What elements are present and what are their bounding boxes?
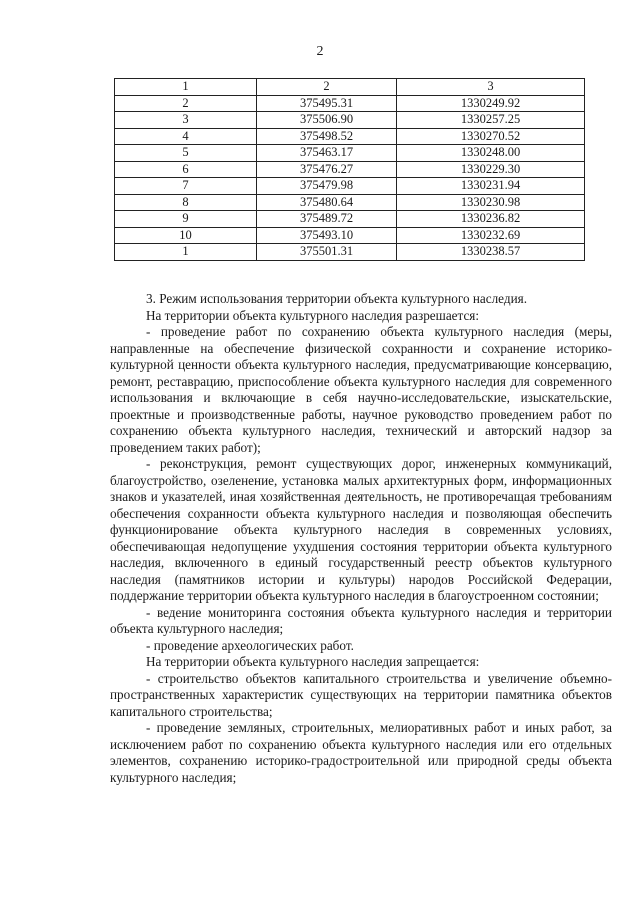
table-row [115,227,585,244]
y-coordinate-cell: 1330249.92 [397,95,585,112]
x-coordinate-cell: 375501.31 [257,244,397,261]
point-number-cell: 8 [115,194,257,211]
point-number-cell: 1 [115,244,257,261]
table-header-cell: 1 [115,79,257,96]
table-header-cell: 3 [397,79,585,96]
document-body [110,291,612,786]
table-row [115,244,585,261]
table-row [115,128,585,145]
point-number-cell: 4 [115,128,257,145]
x-coordinate-cell: 375480.64 [257,194,397,211]
x-coordinate-cell: 375493.10 [257,227,397,244]
x-coordinate-cell: 375506.90 [257,112,397,129]
point-number-cell: 9 [115,211,257,228]
y-coordinate-cell: 1330270.52 [397,128,585,145]
prohibited-item-earthworks: - проведение земляных, строительных, мелиоративных работ и иных работ, за исключением работ по сохранению объекта культурного наследия или его отдельных элементов, сохранению историко-градостроительной или природной среды объекта культурного наследия; [110,720,612,785]
allowed-item-reconstruction: - реконструкция, ремонт существующих дорог, инженерных коммуникаций, благоустройство, озеленение, установка малых архитектурных форм, информационных знаков и указателей, иная хозяйственная деятельность, не противоречащая требованиям обеспечения сохранности объекта культурного наследия и позволяющая обеспечить функционирование объекта культурного наследия в современных условиях, обеспечивающая недопущение ухудшения состояния территории объекта культурного наследия, включенного в единый государственный реестр объектов культурного наследия (памятников истории и культуры) народов Российской Федерации, поддержание территории объекта культурного наследия в благоустроенном состоянии; [110,456,612,603]
x-coordinate-cell: 375479.98 [257,178,397,195]
table-header-cell: 2 [257,79,397,96]
x-coordinate-cell: 375476.27 [257,161,397,178]
prohibited-intro: На территории объекта культурного наследия запрещается: [146,654,480,669]
coordinates-table [114,78,585,261]
y-coordinate-cell: 1330230.98 [397,194,585,211]
table-row [115,211,585,228]
allowed-intro: На территории объекта культурного наследия разрешается: [146,307,480,323]
x-coordinate-cell: 375498.52 [257,128,397,145]
table-row [115,178,585,195]
table-row [115,112,585,129]
x-coordinate-cell: 375489.72 [257,211,397,228]
allowed-item-monitoring: - ведение мониторинга состояния объекта культурного наследия и территории объекта культурного наследия; [110,604,612,636]
y-coordinate-cell: 1330232.69 [397,227,585,244]
x-coordinate-cell: 375495.31 [257,95,397,112]
y-coordinate-cell: 1330229.30 [397,161,585,178]
table-row [115,194,585,211]
y-coordinate-cell: 1330236.82 [397,211,585,228]
point-number-cell: 6 [115,161,257,178]
point-number-cell: 7 [115,178,257,195]
table-row [115,161,585,178]
table-row [115,145,585,162]
allowed-item-archaeology: - проведение археологических работ. [146,637,354,653]
y-coordinate-cell: 1330248.00 [397,145,585,162]
prohibited-item-construction: - строительство объектов капитального строительства и увеличение объемно-пространственных характеристик существующих на территории памятника объектов капитального строительства; [110,670,612,719]
y-coordinate-cell: 1330238.57 [397,244,585,261]
point-number-cell: 3 [115,112,257,129]
allowed-item-preservation: - проведение работ по сохранению объекта культурного наследия (меры, направленные на обеспечение физической сохранности и сохранение историко-культурной ценности объекта культурного наследия, предусматривающие консервацию, ремонт, реставрацию, приспособление объекта культурного наследия для современного использования и включающие в себя научно-исследовательские, изыскательские, проектные и производственные работы, научное руководство проведением работ по сохранению объекта культурного наследия, технический и авторский надзор за проведением таких работ); [110,324,612,455]
point-number-cell: 2 [115,95,257,112]
table-header-row [115,79,585,96]
table-row [115,95,585,112]
point-number-cell: 10 [115,227,257,244]
x-coordinate-cell: 375463.17 [257,145,397,162]
section-heading: 3. Режим использования территории объекта культурного наследия. [146,291,527,306]
y-coordinate-cell: 1330257.25 [397,112,585,129]
point-number-cell: 5 [115,145,257,162]
page-number: 2 [316,44,324,59]
y-coordinate-cell: 1330231.94 [397,178,585,195]
